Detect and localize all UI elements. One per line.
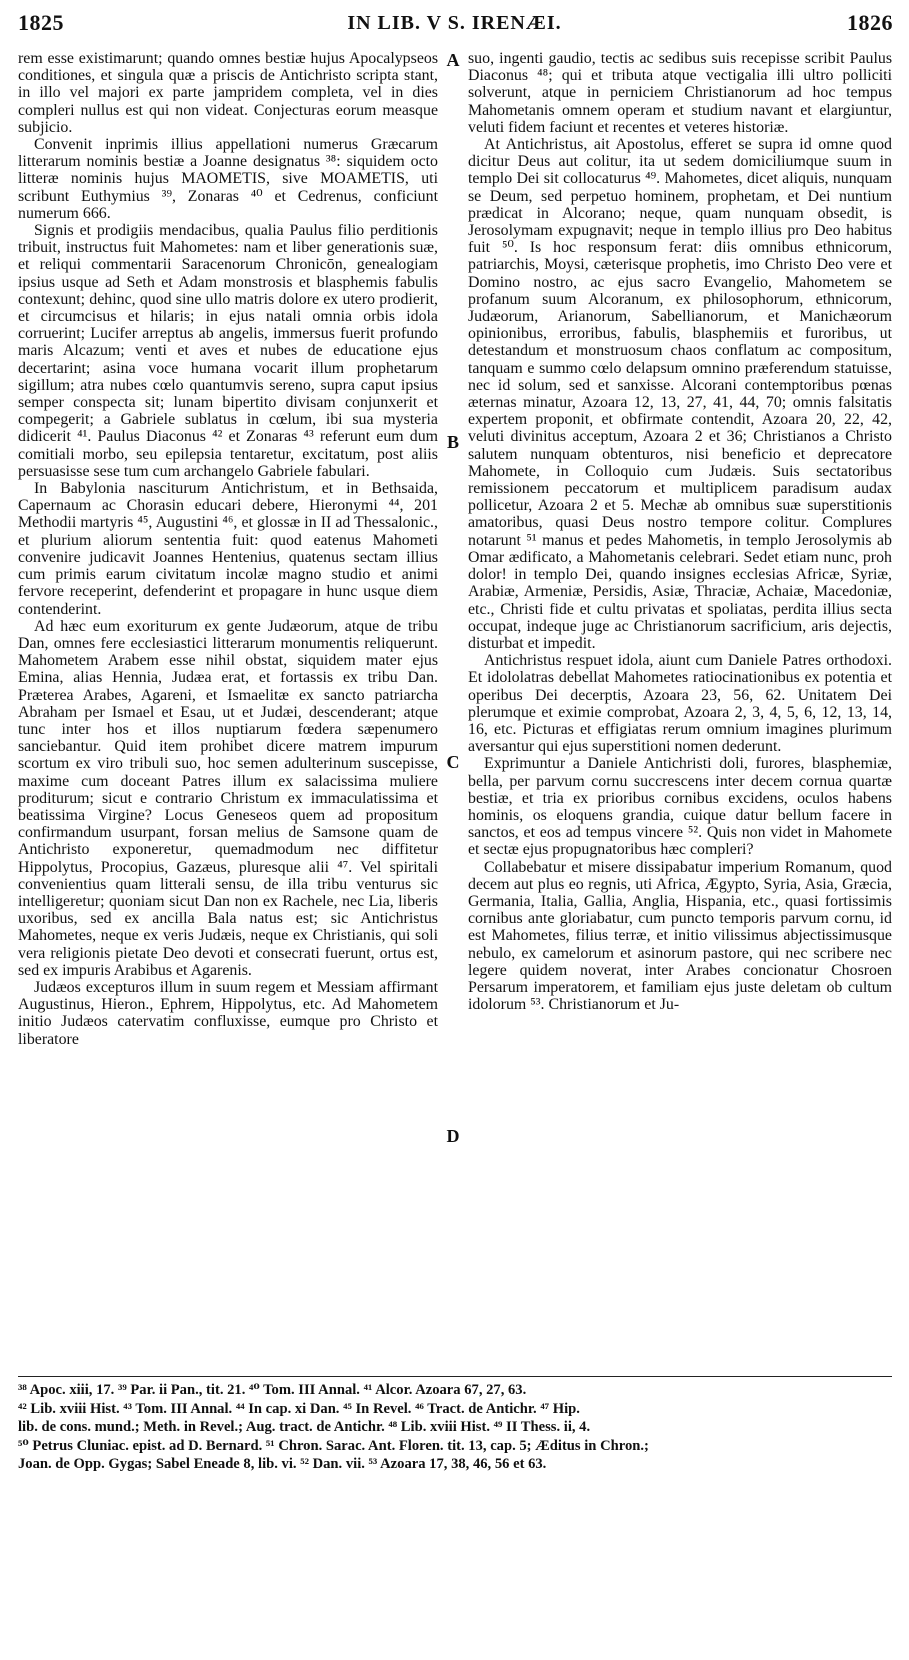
- paragraph: Convenit inprimis illius appellationi numerus Græcarum litterarum nominis bestiæ a Joanne designatus ³⁸: siquidem octo litteræ nominis hujus MAOMETIS, sive MOAMETIS, uti scribunt Euthymius ³⁹, Zonaras ⁴⁰ et Cedrenus, conficiunt numerum 666.: [18, 136, 438, 222]
- running-title: IN LIB. V S. IRENÆI.: [347, 12, 562, 34]
- paragraph: suo, ingenti gaudio, tectis ac sedibus suis recepisse scribit Paulus Diaconus ⁴⁸; qui et tributa atque vectigalia illi ultro polliciti solverunt, atque in perniciem Christianorum ad hoc tempus Mahometanis omnem operam et studium navant et elargiuntur, veluti fidem faciunt et recentes et veteres historiæ.: [468, 50, 892, 136]
- footnote-line: lib. de cons. mund.; Meth. in Revel.; Aug. tract. de Antichr. ⁴⁸ Lib. xviii Hist. ⁴⁹ II Thess. ii, 4.: [18, 1419, 591, 1435]
- paragraph: In Babylonia nasciturum Antichristum, et in Bethsaida, Capernaum ac Chorasin educari debere, Hieronymi ⁴⁴, 201 Methodii martyris ⁴⁵, Augustini ⁴⁶, et glossæ in II ad Thessalonic., et plurium aliorum sententia fuit: quod eatenus Mahometi convenire judicavit Joannes Hentenius, quatenus sectam illius cum primis earum civitatum incolæ magno studio et animi fervore receperint, defenderint et propagare in hunc usque diem contenderint.: [18, 480, 438, 618]
- margin-marker-c: C: [446, 752, 460, 772]
- page-header: [0, 6, 909, 46]
- page-number-left: 1825: [18, 10, 64, 35]
- paragraph: Judæos excepturos illum in suum regem et Messiam affirmant Augustinus, Hieron., Ephrem, Hippolytus, etc. Ad Mahometem initio Judæos catervatim confluxisse, eumque pro Christo et liberatore: [18, 978, 438, 1048]
- footnote-line: Joan. de Opp. Gygas; Sabel Eneade 8, lib. vi. ⁵² Dan. vii. ⁵³ Azoara 17, 38, 46, 56 et 63.: [18, 1456, 547, 1472]
- page-number-right: 1826: [847, 10, 893, 35]
- footnotes: [18, 1382, 892, 1475]
- paragraph: Ad hæc eum exoriturum ex gente Judæorum, atque de tribu Dan, omnes fere ecclesiastici litterarum monumentis reliquerunt. Mahometem Arabem esse nihil obstat, siquidem mater ejus Emina, alias Hennia, Judæa erat, et fortassis ex tribu Dan. Præterea Arabes, Agareni, et Ismaelitæ ex sancto patriarcha Abraham per Ismael et Esau, ut et Judæi, descenderant; atque tunc inter hos et illos nuptiarum fœdera sæpenumero sanciebantur. Quid item prohibet dicere matrem impurum scortum ex viro tribuli suo, hoc semen adulterinum suscepisse, maxime cum doceant Patres illum ex salacissima muliere proditurum; sicut e contrario Christum ex immaculatissima et beatissima Virgine? Locus Geneseos quem ad propositum confirmandum usurpant, forsan melius de Samsone quam de Antichristo exponeretur, quemadmodum nec diffitetur Hippolytus, Procopius, Gazæus, pluresque alii ⁴⁷. Vel spiritali convenientius quam litterali sensu, de illa tribu venturus sic intelligeretur; quoniam sicut Dan non ex Rachele, nec Lia, liberis uxoribus, sed ex ancilla Bala natus est; sic Antichristus Mahometes, neque ex veris Judæis, neque ex Christianis, qui soli vera religionis pietate Deo devoti et consecrati fuerunt, ortus est, sed ex impuris Arabibus et Agarenis.: [18, 617, 438, 979]
- margin-marker-d: D: [446, 1126, 460, 1146]
- margin-marker-b: B: [446, 432, 459, 452]
- paragraph: Collabebatur et misere dissipabatur imperium Romanum, quod decem aut plus eo regnis, uti Africa, Ægypto, Syria, Asia, Græcia, Germania, Italia, Gallia, Anglia, Hispania, etc., quasi fortissimis cornibus ante gloriabatur, cum puncto temporis parvum cornu, id est Mahometes, filius terræ, et initio vilissimus abjectissimusque nebulo, ex camelorum et asinorum pastore, qui nec scribere nec legere quidem noverat, inter Arabes concionatur Chosroen Persarum imperatorem, et familiam ejus juste deletam ob cultum idolorum ⁵³. Christianorum et Ju-: [468, 858, 892, 1014]
- paragraph: Antichristus respuet idola, aiunt cum Daniele Patres orthodoxi. Et idololatras debellat Mahometes ratiocinationibus ex potentia et operibus Dei decerptis, Azoara 23, 56, 62. Unitatem Dei plerumque et eximie comprobat, Azoara 2, 3, 4, 5, 6, 12, 13, 14, 16, etc. Picturas et effigiatas rerum omnium imagines plurimum aversantur qui ejus superstitioni nomen dederunt.: [468, 652, 892, 756]
- footnote-line: ⁵⁰ Petrus Cluniac. epist. ad D. Bernard. ⁵¹ Chron. Sarac. Ant. Floren. tit. 13, cap. 5; Æditus in Chron.;: [18, 1437, 649, 1454]
- footnote-line: ⁴² Lib. xviii Hist. ⁴³ Tom. III Annal. ⁴⁴ In cap. xi Dan. ⁴⁵ In Revel. ⁴⁶ Tract. de Antichr. ⁴⁷ Hip.: [18, 1400, 580, 1417]
- paragraph: Exprimuntur a Daniele Antichristi doli, furores, blasphemiæ, bella, per parvum cornu succrescens inter decem cornua quartæ bestiæ, et tria ex prioribus cornibus excidens, oculos habens hominis, os eloquens grandia, cuique datur bellum facere in sanctos, et eos ad tempus vincere ⁵². Quis non videt in Mahomete et sectæ ejus propugnatoribus hæc compleri?: [468, 755, 892, 859]
- paragraph: At Antichristus, ait Apostolus, efferet se supra id omne quod dicitur Deus aut colitur, ita ut sedem domiciliumque suum in templo Dei sit collocaturus ⁴⁹. Mahometes, dicet aliquis, nunquam se Deum, sed perpetuo hominem, prophetam, et Dei nuntium prædicat in Alcorano; neque, quam nunquam obsedit, is Jerosolymam expugnavit; neque in templo illius pro Deo habitus fuit ⁵⁰. Is hoc responsum ferat: diis omnibus ethnicorum, patriarchis, Moysi, cæterisque prophetis, imo Christo Deo vere et Domino nostro, ac ejus sacro Evangelio, Mahometem se profanum suum Alcoranum, ex philosophorum, ethnicorum, Judæorum, Arianorum, Sabellianorum, et Manichæorum opinionibus, erroribus, fabulis, blasphemiis et furoribus, ut detestandum et monstruosum chaos conflatum ac compositum, tanquam e summo cœlo delapsum omnino præferendum statuisse, nec id solum, sed et sanxisse. Alcorani contemptoribus pœnas æternas minatur, Azoara 12, 13, 27, 41, 44, 70; omnis falsitatis expertem proponit, et obfirmate contendit, Azoara 20, 22, 42, veluti divinitus acceptum, Azoara 2 et 36; Christianos a Christo salutem nunquam obtenturos, nisi beneficio et deprecatore Mahomete, in Colloquio cum Judæis. Suis sectatoribus remissionem peccatorum et multiplicem paradisum audax pollicetur, Azoara 2 et 5. Mechæ ab omnibus suæ superstitionis amatoribus, quasi Deus nostro tempore colitur. Complures notarunt ⁵¹ manus et pedes Mahometis, in templo Jerosolymis ab Omar ædificato, a Mahometanis celebrari. Sedet etiam nunc, proh dolor! in templo Dei, quando insignes ecclesias Africæ, Syriæ, Arabiæ, Armeniæ, Persidis, Asiæ, Thraciæ, Achaiæ, Macedoniæ, etc., Christi fide et cultu privatas et spoliatas, perdita illius secta occupat, indeque juge ac Christianorum sacrificium, aris dejectis, disturbat et impedit.: [468, 136, 892, 652]
- margin-marker-a: A: [446, 50, 460, 70]
- paragraph: rem esse existimarunt; quando omnes bestiæ hujus Apocalypseos conditiones, et singula quæ a priscis de Antichristo scripta stant, in illo vel majori ex parte jampridem completa, vel in dies compleri nullus est qui non videat. Conjecturas eorum measque subjicio.: [18, 50, 438, 136]
- footnote-line: ³⁸ Apoc. xiii, 17. ³⁹ Par. ii Pan., tit. 21. ⁴⁰ Tom. III Annal. ⁴¹ Alcor. Azoara 67, 27, 63.: [18, 1382, 527, 1398]
- footnote-divider: [18, 1376, 892, 1377]
- paragraph: Signis et prodigiis mendacibus, qualia Paulus filio perditionis tribuit, instructus fuit Mahometes: nam et liber generationis suæ, et reliqui commentarii Saracenorum Chronicōn, genealogiam ipsius usque ad Seth et Adam monstrosis et blasphemis fabulis contexunt; dehinc, quod sine ullo matris dolore ex utero prodierit, et circumcisus et hilaris; in ejus natali omnia orbis idola corruerint; Lucifer arreptus ab angelis, immersus fuerit profundo maris Alcazum; venti et aves et nubes de educatione ejus decertarint; asina voce humana vocarit illum prophetarum sigillum; atra nubes cœlo quantumvis sereno, supra caput ipsius semper conspecta sit; lunam bipertito divisam conjunxerit et compegerit; a Gabriele sublatus in cœlum, ibi sua mysteria didicerit ⁴¹. Paulus Diaconus ⁴² et Zonaras ⁴³ referunt eum dum comitiali morbo, seu epilepsia tentaretur, excitatum, post aliis persuasisse sese tum cum archangelo Gabriele fabulari.: [18, 222, 438, 480]
